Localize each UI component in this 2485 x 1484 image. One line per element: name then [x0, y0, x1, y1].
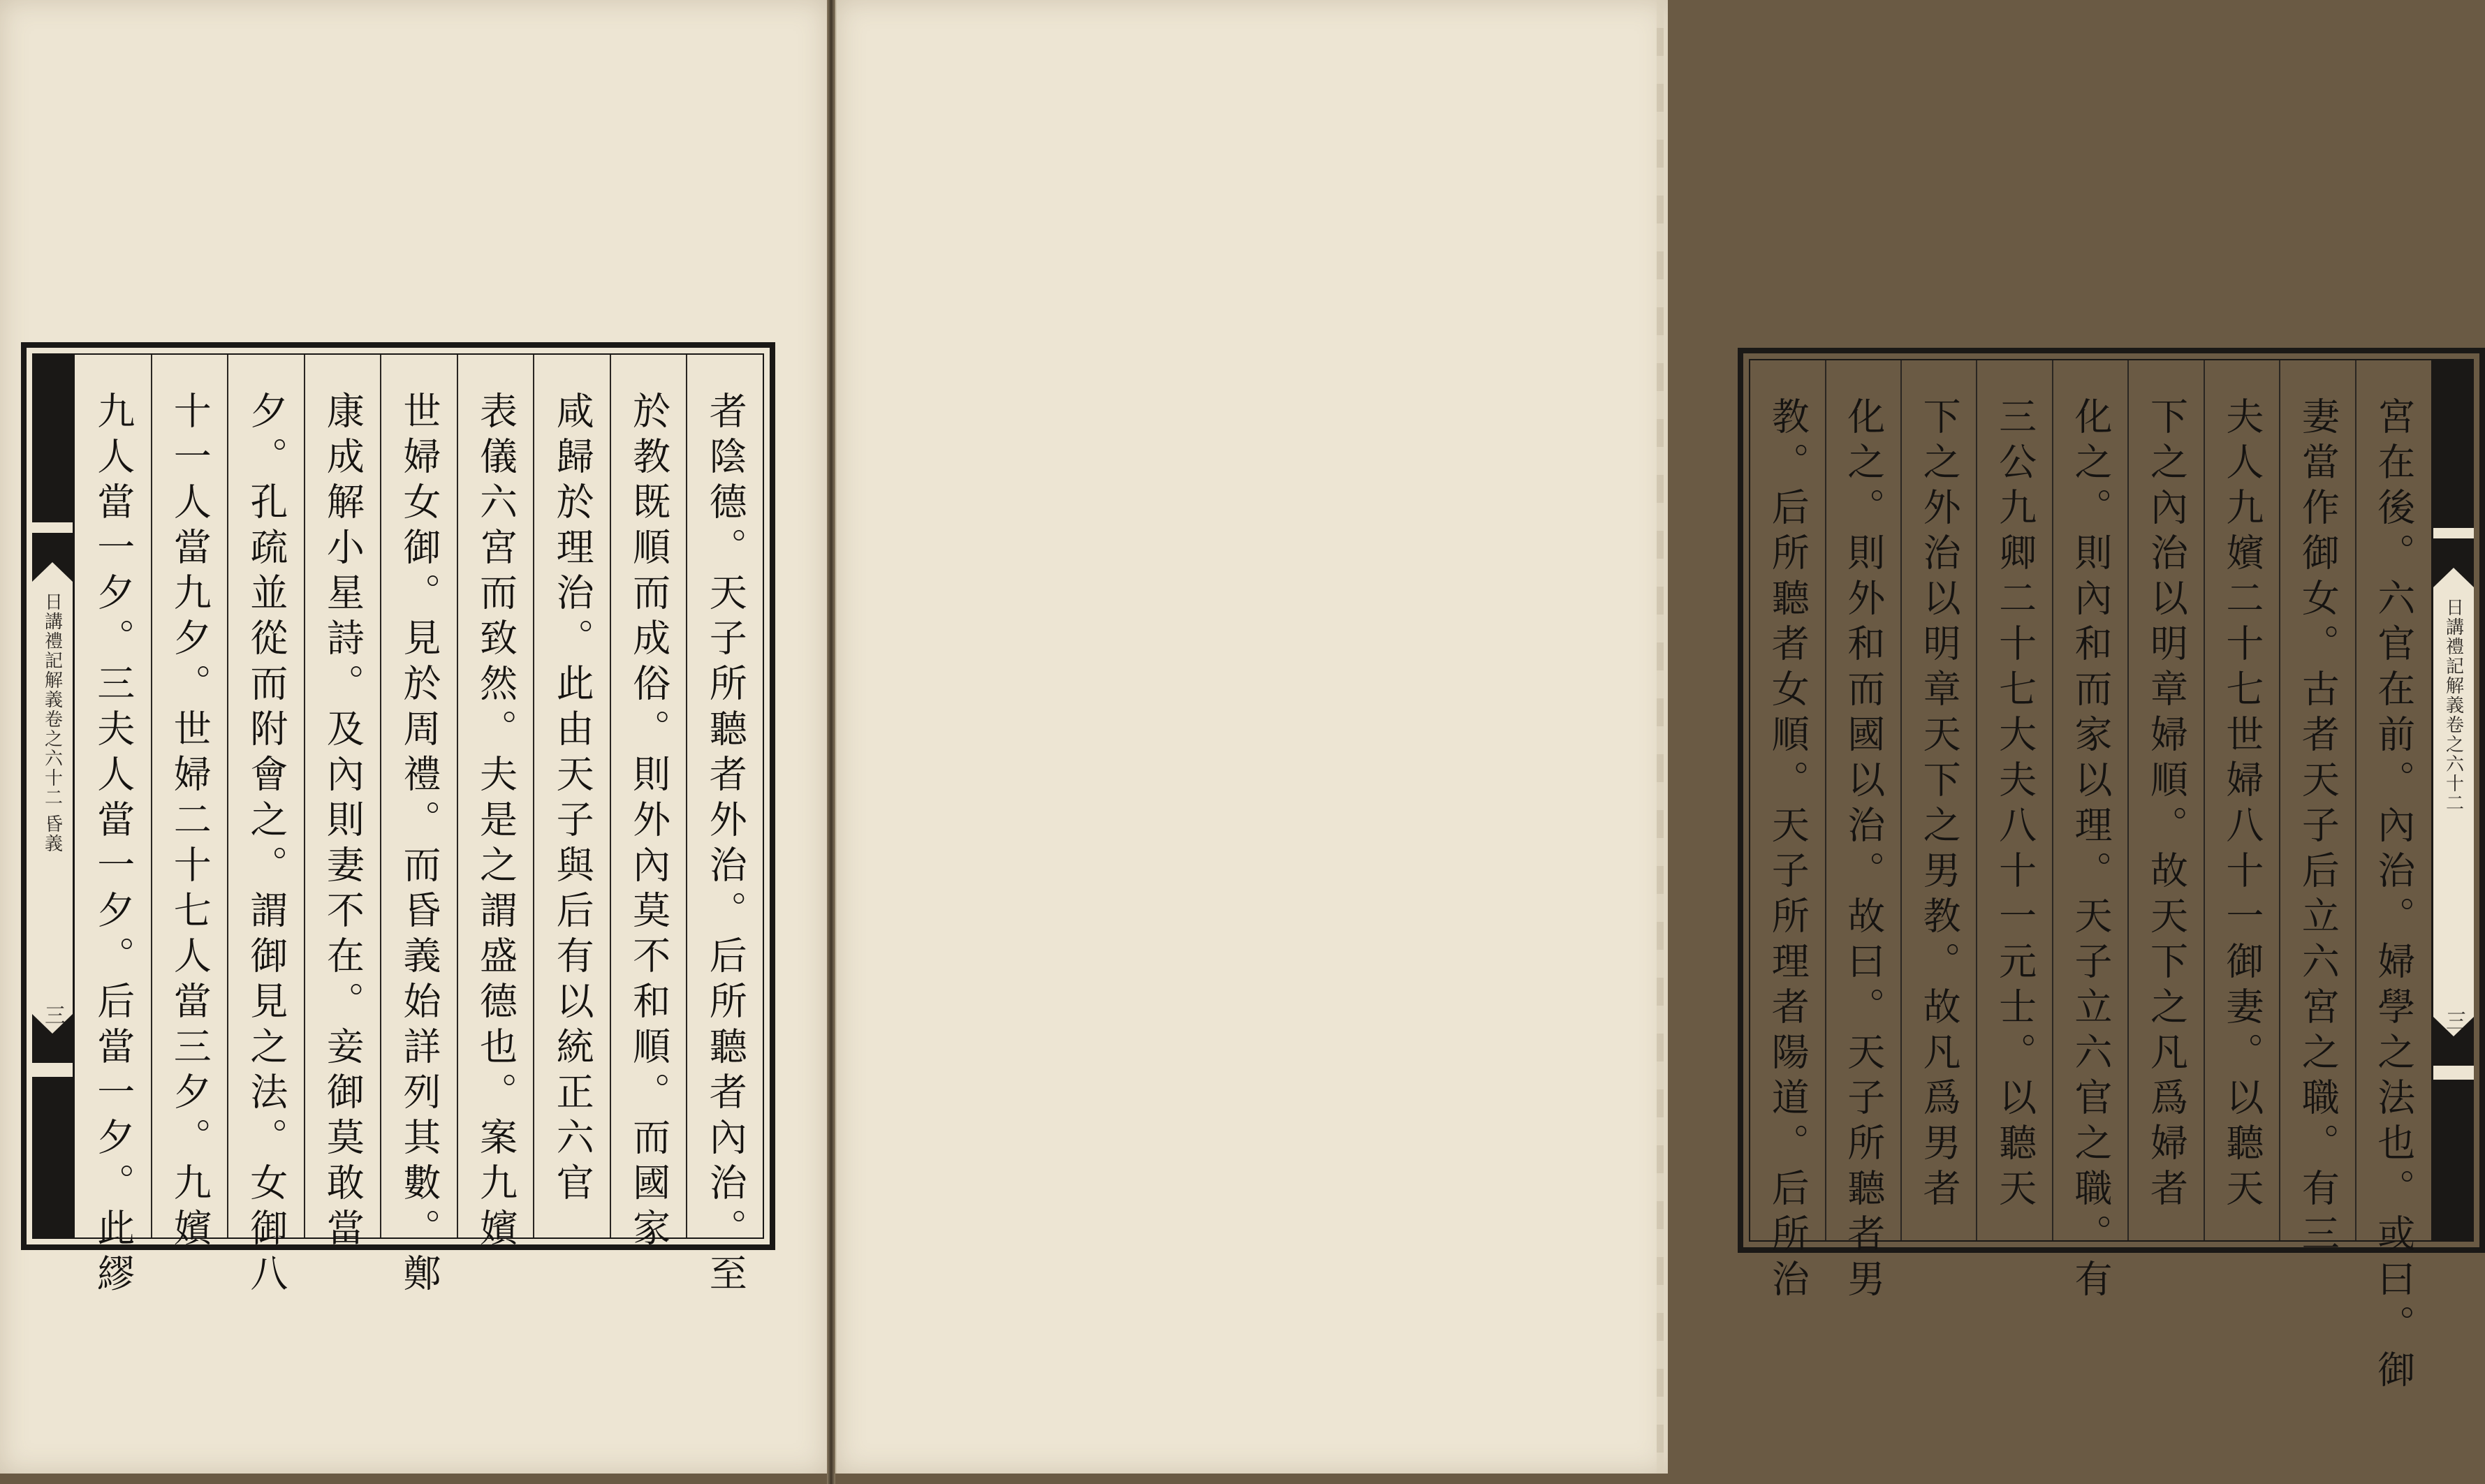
- right-page: [835, 0, 2466, 1474]
- text-column: 夫人九嬪二十七世婦八十一御妻。以聽天: [2204, 360, 2279, 1240]
- margin-page-number: 三: [2442, 1010, 2466, 1031]
- text-column: 於教既順而成俗。則外內莫不和順。而國家: [610, 355, 687, 1237]
- text-column: 康成解小星詩。及內則妻不在。妾御莫敢當: [304, 355, 381, 1237]
- text-column: 教。后所聽者女順。天子所理者陽道。后所治: [1766, 397, 1810, 1305]
- text-column: 九人當一夕。三夫人當一夕。后當一夕。此繆: [91, 391, 135, 1299]
- text-column: 世婦女御。見於周禮。而昏義始詳列其數。鄭: [380, 355, 457, 1237]
- text-column: 咸歸於理治。此由天子與后有以統正六官: [533, 355, 610, 1237]
- text-column: 化之。則內和而家以理。天子立六官之職。有: [2052, 360, 2127, 1240]
- page-edge: [1657, 0, 1664, 1474]
- text-column: 宮在後。六官在前。內治。婦學之法也。或曰。御: [2355, 360, 2431, 1240]
- right-margin-column: [2431, 360, 2474, 1240]
- fish-tail-top: [32, 533, 73, 582]
- left-columns: [75, 355, 763, 1299]
- text-column: 十一人當九夕。世婦二十七人當三夕。九嬪: [151, 355, 228, 1237]
- left-inner-border: [32, 353, 764, 1299]
- margin-title: 日講禮記解義卷之六十二 昏義: [41, 592, 63, 854]
- fish-tail-top: [2433, 538, 2474, 587]
- left-text-frame: [21, 342, 775, 1299]
- right-text-frame: [1738, 348, 2485, 1395]
- book-gutter: [827, 0, 835, 1484]
- text-column: 下之內治以明章婦順。故天下之凡爲婦者: [2127, 360, 2203, 1240]
- black-mouth-top: [2433, 360, 2474, 528]
- text-column: 妻當作御女。古者天子后立六宮之職。有三: [2279, 360, 2354, 1240]
- margin-title: 日講禮記解義卷之六十二: [2442, 598, 2464, 813]
- black-mouth-bottom: [32, 1077, 73, 1237]
- left-page: [0, 0, 828, 1474]
- right-columns: [1750, 360, 2431, 1395]
- text-column: 三公九卿二十七大夫八十一元士。以聽天: [1976, 360, 2051, 1240]
- margin-page-number: 三: [41, 1004, 65, 1025]
- left-margin-column: [32, 355, 75, 1237]
- text-column: 夕。孔疏並從而附會之。謂御見之法。女御八: [227, 355, 304, 1237]
- black-mouth-bottom: [2433, 1080, 2474, 1240]
- right-inner-border: [1749, 359, 2474, 1395]
- text-column: 下之外治以明章天下之男教。故凡爲男者: [1900, 360, 1976, 1240]
- text-column: 表儀六宮而致然。夫是之謂盛德也。案九嬪: [457, 355, 534, 1237]
- text-column: 者陰德。天子所聽者外治。后所聽者內治。至: [686, 355, 763, 1237]
- black-mouth-top: [32, 355, 73, 522]
- text-column: 化之。則外和而國以治。故曰。天子所聽者男: [1825, 360, 1900, 1240]
